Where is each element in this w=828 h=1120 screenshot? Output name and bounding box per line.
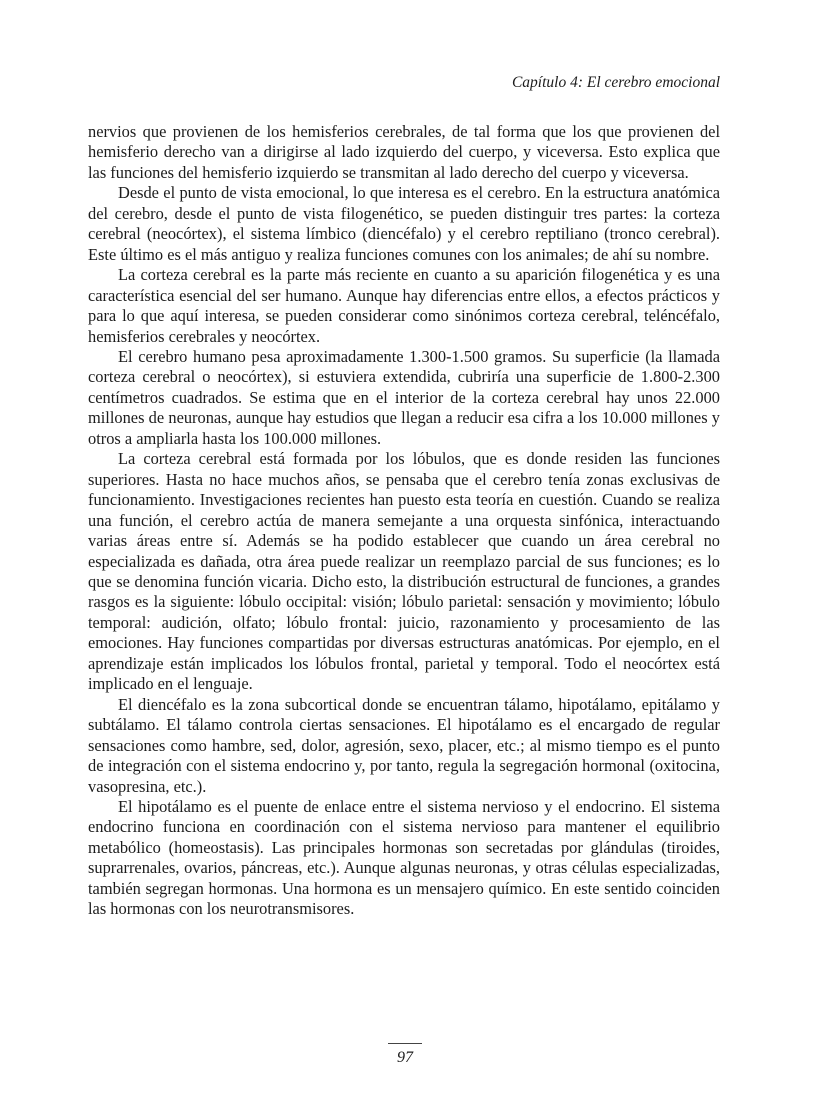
page-number-rule (388, 1043, 422, 1044)
paragraph: El cerebro humano pesa aproximadamente 1.300-1.500 gramos. Su superficie (la llamada corteza cerebral o neocórtex), si estuviera extendida, cubriría una superficie de 1.800-2.300 centímetros cuadrados. Se estima que en el interior de la corteza cerebral hay unos 22.000 millones de neuronas, aunque hay estudios que llegan a reducir esa cifra a los 10.000 millones y otros a ampliarla hasta los 100.000 millones. (88, 346, 720, 448)
body-text (88, 122, 720, 920)
paragraph: La corteza cerebral está formada por los lóbulos, que es donde residen las funciones superiores. Hasta no hace muchos años, se pensaba que el cerebro tenía zonas exclusivas de funcionamiento. Investigaciones recientes han puesto esta teoría en cuestión. Cuando se realiza una función, el cerebro actúa de manera semejante a una orquesta sinfónica, interactuando varias áreas entre sí. Además se ha podido establecer que cuando un área cerebral no especializada es dañada, otra área puede realizar un reemplazo parcial de sus funciones; es lo que se denomina función vicaria. Dicho esto, la distribución estructural de funciones, a grandes rasgos es la siguiente: lóbulo occipital: visión; lóbulo parietal: sensación y movimiento; lóbulo temporal: audición, olfato; lóbulo frontal: juicio, razonamiento y procesamiento de las emociones. Hay funciones compartidas por diversas estructuras anatómicas. Por ejemplo, en el aprendizaje están implicados los lóbulos frontal, parietal y temporal. Todo el neocórtex está implicado en el lenguaje. (88, 449, 720, 694)
paragraph: nervios que provienen de los hemisferios cerebrales, de tal forma que los que provienen del hemisferio derecho van a dirigirse al lado izquierdo del cuerpo, y viceversa. Esto explica que las funciones del hemisferio izquierdo se transmitan al lado derecho del cuerpo y viceversa. (88, 122, 720, 182)
paragraph: La corteza cerebral es la parte más reciente en cuanto a su aparición filogenética y es una característica esencial del ser humano. Aunque hay diferencias entre ellos, a efectos prácticos y para lo que aquí interesa, se pueden considerar como sinónimos corteza cerebral, teléncéfalo, hemisferios cerebrales y neocórtex. (88, 265, 720, 346)
paragraph: Desde el punto de vista emocional, lo que interesa es el cerebro. En la estructura anatómica del cerebro, desde el punto de vista filogenético, se pueden distinguir tres partes: la corteza cerebral (neocórtex), el sistema límbico (diencéfalo) y el cerebro reptiliano (tronco cerebral). Este último es el más antiguo y realiza funciones comunes con los animales; de ahí su nombre. (88, 183, 720, 264)
paragraph: El diencéfalo es la zona subcortical donde se encuentran tálamo, hipotálamo, epitálamo y subtálamo. El tálamo controla ciertas sensaciones. El hipotálamo es el encargado de regular sensaciones como hambre, sed, dolor, agresión, sexo, placer, etc.; al mismo tiempo es el punto de integración con el sistema endocrino y, por tanto, regula la segregación hormonal (oxitocina, vasopresina, etc.). (88, 694, 720, 796)
page-number: 97 (397, 1049, 413, 1066)
running-head: Capítulo 4: El cerebro emocional (511, 74, 720, 91)
paragraph: El hipotálamo es el puente de enlace entre el sistema nervioso y el endocrino. El sistema endocrino funciona en coordinación con el sistema nervioso para mantener el equilibrio metabólico (homeostasis). Las principales hormonas son secretadas por glándulas (tiroides, suprarrenales, ovarios, páncreas, etc.). Aunque algunas neuronas, y otras células especializadas, también segregan hormonas. Una hormona es un mensajero químico. En este sentido coinciden las hormonas con los neurotransmisores. (88, 796, 720, 919)
